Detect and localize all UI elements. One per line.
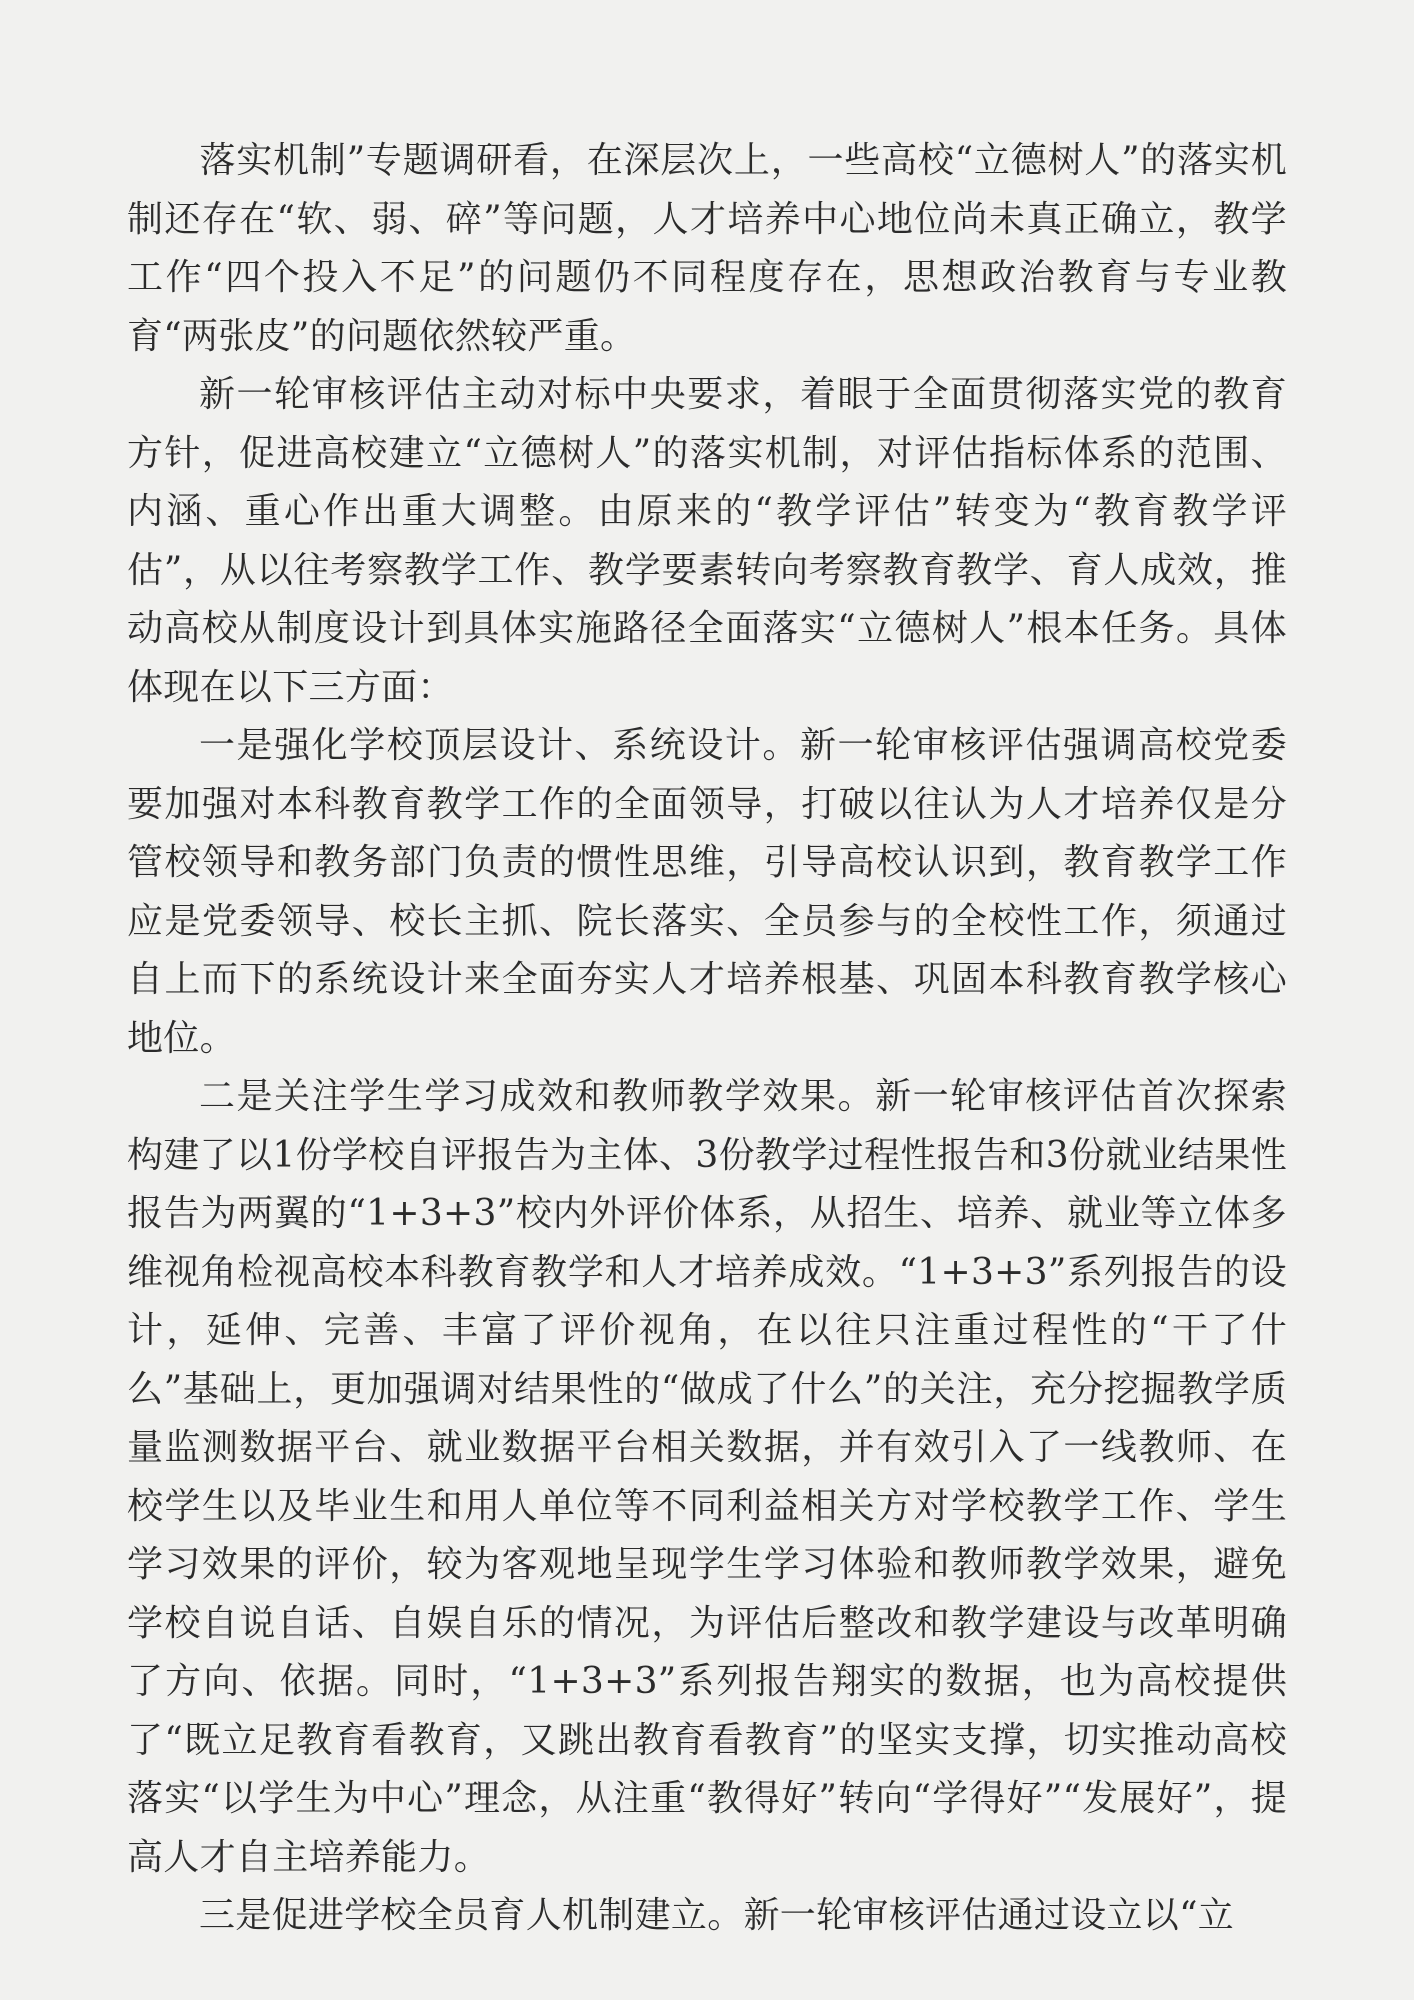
paragraph-4: 二是关注学生学习成效和教师教学效果。新一轮审核评估首次探索构建了以1份学校自评报告为主体、3份教学过程性报告和3份就业结果性报告为两翼的“1+3+3”校内外评价体系，从招生、培养、就业等立体多维视角检视高校本科教育教学和人才培养成效。“1+3+3”系列报告的设计，延伸、完善、丰富了评价视角，在以往只注重过程性的“干了什么”基础上，更加强调对结果性的“做成了什么”的关注，充分挖掘教学质量监测数据平台、就业数据平台相关数据，并有效引入了一线教师、在校学生以及毕业生和用人单位等不同利益相关方对学校教学工作、学生学习效果的评价，较为客观地呈现学生学习体验和教师教学效果，避免学校自说自话、自娱自乐的情况，为评估后整改和教学建设与改革明确了方向、依据。同时，“1+3+3”系列报告翔实的数据，也为高校提供了“既立足教育看教育，又跳出教育看教育”的坚实支撑，切实推动高校落实“以学生为中心”理念，从注重“教得好”转向“学得好”“发展好”，提高人才自主培养能力。 xyxy=(127,1076,1287,1878)
paragraph-5: 三是促进学校全员育人机制建立。新一轮审核评估通过设立以“立 xyxy=(199,1895,1235,1936)
paragraph-3: 一是强化学校顶层设计、系统设计。新一轮审核评估强调高校党委要加强对本科教育教学工作的全面领导，打破以往认为人才培养仅是分管校领导和教务部门负责的惯性思维，引导高校认识到，教育教学工作应是党委领导、校长主抓、院长落实、全员参与的全校性工作，须通过自上而下的系统设计来全面夯实人才培养根基、巩固本科教育教学核心地位。 xyxy=(127,725,1287,1059)
paragraph-1-text: 落实机制”专题调研看，在深层次上，一些高校“立德树人”的落实机制还存在“软、弱、碎”等问题，人才培养中心地位尚未真正确立，教学工作“四个投入不足”的问题仍不同程度存在，思想政治教育与专业教育“两张皮”的问题依然较严重。 xyxy=(127,140,1287,357)
document-body xyxy=(127,132,1287,1946)
paragraph-1 xyxy=(127,132,1287,366)
paragraph-2: 新一轮审核评估主动对标中央要求，着眼于全面贯彻落实党的教育方针，促进高校建立“立德树人”的落实机制，对评估指标体系的范围、内涵、重心作出重大调整。由原来的“教学评估”转变为“教育教学评估”，从以往考察教学工作、教学要素转向考察教育教学、育人成效，推动高校从制度设计到具体实施路径全面落实“立德树人”根本任务。具体体现在以下三方面： xyxy=(127,374,1287,708)
